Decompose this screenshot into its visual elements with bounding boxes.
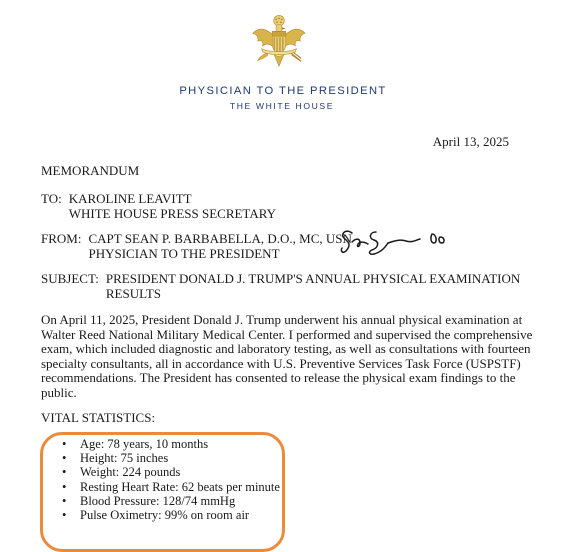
presidential-seal-icon [250, 14, 308, 72]
from-label: FROM: [41, 231, 82, 246]
to-title: WHITE HOUSE PRESS SECRETARY [68, 205, 277, 221]
body-line: On April 11, 2025, President Donald J. Trump underwent his annual physical examination at [41, 312, 523, 327]
vital-statistics-list [62, 437, 280, 522]
vital-pulse-oximetry: • Pulse Oximetry: 99% on room air [62, 508, 280, 522]
subject-line-1: PRESIDENT DONALD J. TRUMP'S ANNUAL PHYSICAL EXAMINATION [105, 271, 521, 286]
body-line: exam, which included diagnostic and laboratory testing, as well as consultations with fourteen [41, 341, 531, 357]
vital-age: • Age: 78 years, 10 months [62, 437, 280, 451]
body-line: recommendations. The President has consented to release the physical exam findings to the [41, 370, 516, 386]
subject-label: SUBJECT: [41, 271, 99, 286]
signature-icon [338, 224, 458, 258]
from-title: PHYSICIAN TO THE PRESIDENT [88, 245, 280, 261]
vital-blood-pressure: • Blood Pressure: 128/74 mmHg [62, 494, 280, 508]
body-line: public. [41, 384, 77, 400]
body-line: Walter Reed National Military Medical Center. I performed and supervised the comprehensive [41, 326, 533, 342]
body-line: specialty consultants, all in accordance with U.S. Preventive Services Task Force (USPSTF) [41, 355, 521, 371]
body-paragraph [41, 313, 531, 401]
vital-weight: • Weight: 224 pounds [62, 465, 280, 479]
from-block [41, 232, 352, 261]
subject-line-2: RESULTS [105, 285, 162, 301]
subject-block [41, 272, 520, 301]
vital-heart-rate: • Resting Heart Rate: 62 beats per minute [62, 480, 280, 494]
to-block [41, 192, 276, 221]
from-name: CAPT SEAN P. BARBABELLA, D.O., MC, USN [88, 231, 352, 246]
to-name: KAROLINE LEAVITT [68, 191, 192, 206]
office-title: PHYSICIAN TO THE PRESIDENT [179, 85, 387, 97]
memo-title: MEMORANDUM [41, 163, 140, 178]
vital-height: • Height: 75 inches [62, 451, 280, 465]
office-subtitle: THE WHITE HOUSE [229, 101, 335, 111]
vital-statistics-heading: VITAL STATISTICS: [41, 410, 156, 425]
memo-date: April 13, 2025 [432, 134, 509, 149]
to-label: TO: [41, 191, 62, 206]
